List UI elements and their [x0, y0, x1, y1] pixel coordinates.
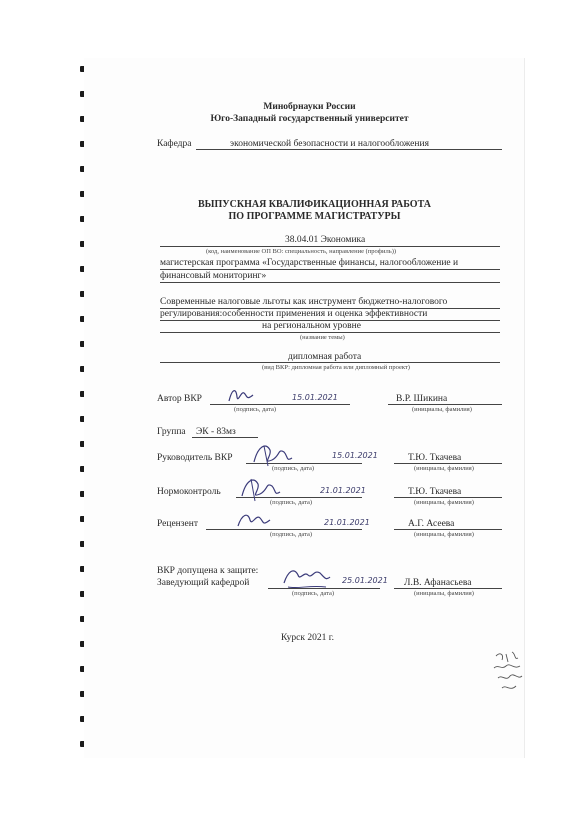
department-label: Кафедра	[157, 139, 192, 149]
author-name: В.Р. Шикина	[396, 394, 448, 404]
author-sig-caption: (подпись, дата)	[234, 406, 277, 413]
author-signature	[226, 385, 256, 407]
work-type-caption: (вид ВКР: дипломная работа или дипломный проект)	[262, 364, 410, 371]
reviewer-name: А.Г. Асеева	[408, 519, 455, 529]
reviewer-label: Рецензент	[157, 519, 198, 529]
admission-sig-caption: (подпись, дата)	[292, 590, 335, 597]
supervisor-date: 15.01.2021	[332, 451, 378, 460]
reviewer-sig-caption: (подпись, дата)	[270, 531, 313, 538]
head-name-caption: (инициалы, фамилия)	[414, 590, 474, 597]
topic-line3: на региональном уровне	[262, 321, 361, 331]
author-name-caption: (инициалы, фамилия)	[412, 406, 472, 413]
group-label: Группа	[157, 427, 186, 437]
department-value: экономической безопасности и налогообложения	[230, 139, 429, 149]
specialty-code: 38.04.01 Экономика	[285, 235, 366, 245]
reviewer-date: 21.01.2021	[324, 518, 370, 527]
program-line2: финансовый мониторинг»	[160, 271, 267, 281]
work-type: дипломная работа	[288, 352, 362, 362]
normcontrol-name-line	[394, 497, 502, 498]
head-of-department-label: Заведующий кафедрой	[157, 578, 250, 588]
city-year: Курск 2021 г.	[281, 633, 334, 643]
program-underline1	[160, 269, 500, 270]
normcontrol-name-caption: (инициалы, фамилия)	[414, 499, 474, 506]
supervisor-label: Руководитель ВКР	[157, 453, 233, 463]
group-underline	[192, 437, 258, 438]
supervisor-name-caption: (инициалы, фамилия)	[414, 465, 474, 472]
university-name: Юго-Западный государственный университет	[210, 114, 409, 124]
work-type-underline	[160, 362, 500, 363]
author-name-line	[388, 404, 502, 405]
head-of-department-signature	[280, 563, 334, 593]
normcontrol-name: Т.Ю. Ткачева	[408, 487, 462, 497]
normcontrol-date: 21.01.2021	[320, 486, 366, 495]
specialty-underline	[160, 246, 500, 247]
ministry-name: Минобрнауки России	[263, 102, 356, 112]
reviewer-name-line	[394, 529, 502, 530]
normcontrol-sig-caption: (подпись, дата)	[270, 499, 313, 506]
topic-line1: Современные налоговые льготы как инструмент бюджетно-налогового	[160, 297, 448, 307]
head-of-department-name: Л.В. Афанасьева	[404, 578, 472, 588]
admission-label: ВКР допущена к защите:	[157, 566, 259, 576]
reviewer-sign-line	[206, 529, 362, 530]
admission-date: 25.01.2021	[342, 576, 388, 585]
department-underline	[196, 149, 502, 150]
reviewer-name-caption: (инициалы, фамилия)	[414, 531, 474, 538]
program-line1: магистерская программа «Государственные финансы, налогообложение и	[160, 258, 459, 268]
doc-title-line2: ПО ПРОГРАММЕ МАГИСТРАТУРЫ	[228, 211, 401, 222]
handwritten-note	[490, 648, 530, 698]
normcontrol-label: Нормоконтроль	[157, 487, 221, 497]
supervisor-name: Т.Ю. Ткачева	[408, 453, 462, 463]
reviewer-signature	[234, 508, 274, 532]
author-label: Автор ВКР	[157, 394, 202, 404]
group-value: ЭК - 83мз	[196, 427, 236, 437]
specialty-caption: (код, наименование ОП ВО: специальность, направление (профиль))	[206, 248, 397, 255]
topic-underline3	[160, 332, 500, 333]
doc-title-line1: ВЫПУСКНАЯ КВАЛИФИКАЦИОННАЯ РАБОТА	[198, 199, 431, 210]
supervisor-name-line	[394, 463, 502, 464]
topic-caption: (название темы)	[300, 334, 345, 341]
program-underline2	[160, 282, 500, 283]
head-name-line	[394, 588, 502, 589]
supervisor-sig-caption: (подпись, дата)	[272, 465, 315, 472]
topic-line2: регулирования:особенности применения и оценка эффективности	[160, 309, 428, 319]
author-date: 15.01.2021	[292, 393, 338, 402]
